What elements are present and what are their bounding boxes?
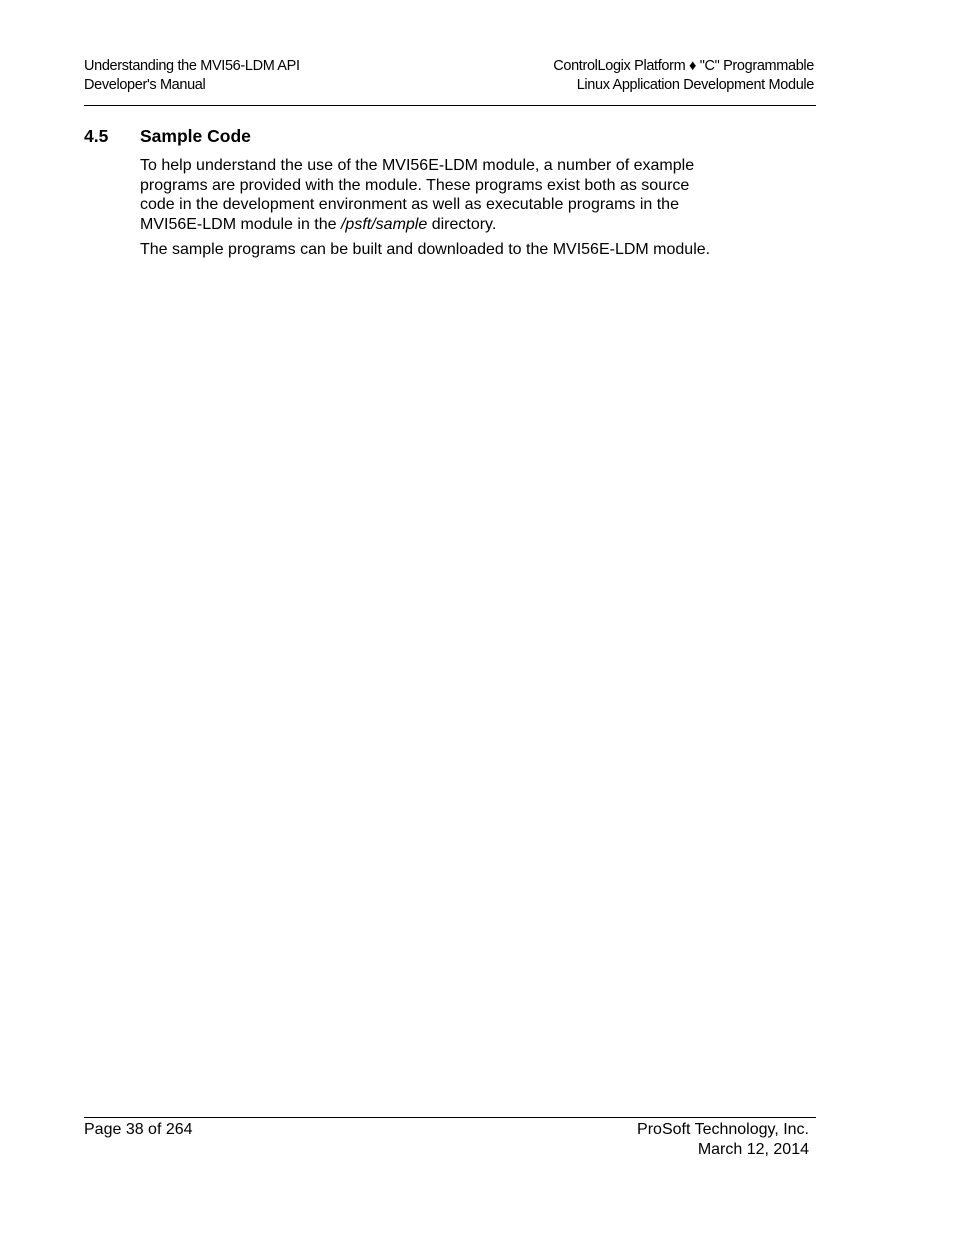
directory-path: /psft/sample — [340, 216, 428, 234]
paragraph-text: directory. — [427, 216, 497, 234]
header-platform: ControlLogix Platform ♦ "C" Programmable — [553, 58, 814, 74]
footer-company: ProSoft Technology, Inc. — [637, 1121, 809, 1138]
paragraph-line: The sample programs can be built and downloaded to the MVI56E-LDM module. — [140, 240, 711, 258]
header-doc-type: Developer's Manual — [84, 77, 206, 93]
header-left — [84, 57, 300, 95]
paragraph-line — [140, 215, 780, 235]
section-title: Sample Code — [140, 126, 251, 146]
footer-right — [637, 1120, 809, 1160]
paragraph-build — [140, 240, 780, 260]
section-number: 4.5 — [84, 126, 109, 146]
footer-page-number: Page 38 of 264 — [84, 1121, 193, 1138]
header-doc-title: Understanding the MVI56-LDM API — [84, 58, 300, 74]
page-footer — [84, 1117, 816, 1158]
section-heading — [84, 125, 251, 147]
header-product: Linux Application Development Module — [576, 77, 814, 93]
footer-date: March 12, 2014 — [697, 1141, 809, 1158]
paragraph-intro — [140, 156, 780, 235]
page-header — [84, 57, 816, 106]
header-right — [553, 57, 814, 95]
paragraph-text: MVI56E-LDM module in the — [140, 216, 341, 234]
paragraph-line: programs are provided with the module. These programs exist both as source — [140, 176, 690, 194]
section-body — [140, 156, 780, 265]
paragraph-line: code in the development environment as well as executable programs in the — [140, 196, 679, 214]
paragraph-line: To help understand the use of the MVI56E-LDM module, a number of example — [140, 157, 695, 174]
